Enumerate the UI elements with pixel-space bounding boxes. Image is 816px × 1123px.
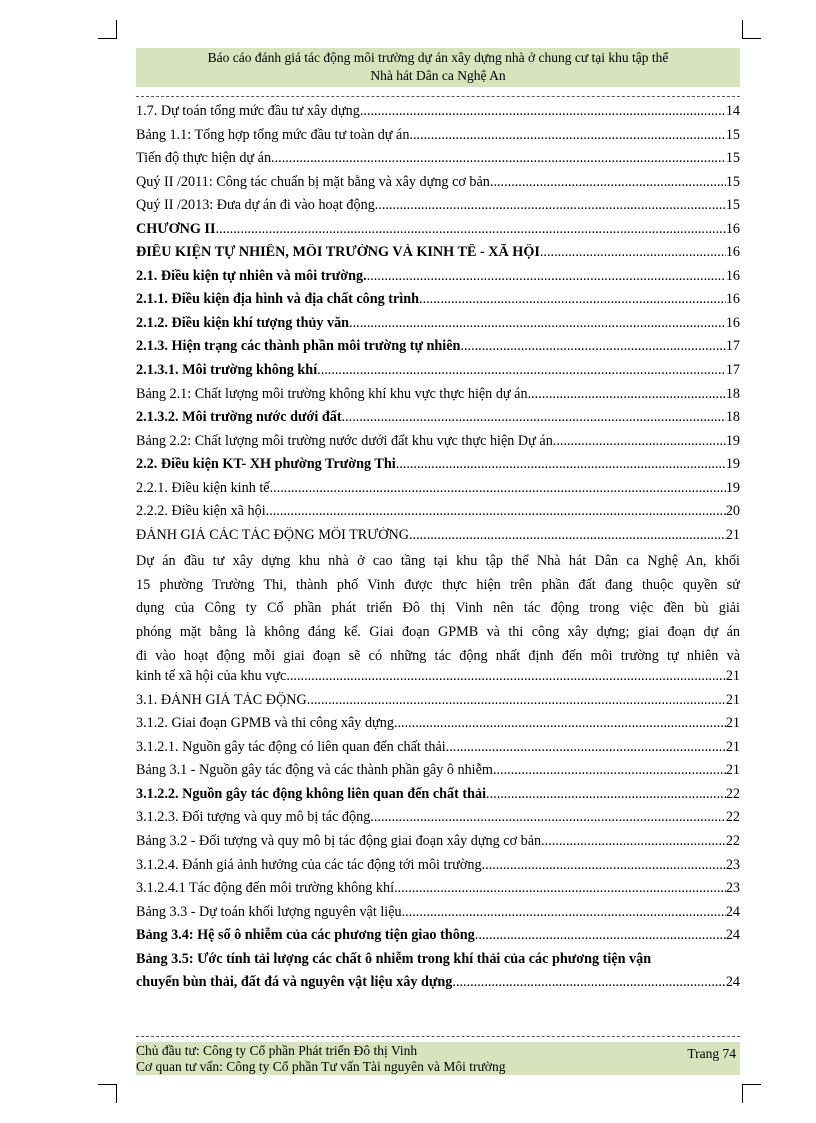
toc-leader-dots [452,974,725,991]
toc-entry-page: 24 [725,974,740,991]
toc-leader-dots [409,127,725,144]
toc-entry[interactable] [136,527,740,551]
toc-entry[interactable] [136,174,740,198]
toc-leader-dots [460,338,725,355]
toc-leader-dots [367,268,726,285]
toc-leader-dots [215,221,725,238]
toc-entry-page: 16 [725,291,740,308]
toc-entry-title: 3.1.2.1. Nguồn gây tác động có liên quan đến chất thải [136,738,446,755]
toc-section-1 [136,103,740,550]
toc-leader-dots [307,692,726,709]
toc-entry[interactable] [136,762,740,786]
toc-entry-title: 2.2.2. Điều kiện xã hội [136,503,266,520]
toc-leader-dots [317,362,726,379]
toc-entry-page: 21 [725,762,740,779]
toc-entry[interactable] [136,809,740,833]
header-title-line2: Nhà hát Dân ca Nghệ An [370,68,506,83]
toc-leader-dots [409,527,726,544]
toc-entry[interactable] [136,456,740,480]
toc-entry[interactable] [136,291,740,315]
toc-entry-page: 24 [725,903,740,920]
toc-entry-title: 2.2. Điều kiện KT- XH phường Trường Thi [136,456,396,473]
toc-leader-dots [493,762,726,779]
toc-leader-dots [378,197,725,214]
toc-entry-page: 22 [725,832,740,849]
toc-leader-dots [528,386,726,403]
crop-mark-top-right [742,20,761,39]
toc-entry[interactable] [136,150,740,174]
toc-leader-dots [342,409,726,426]
toc-entry-page: 23 [725,856,740,873]
toc-entry-page: 22 [725,809,740,826]
toc-leader-dots [553,433,726,450]
toc-entry[interactable] [136,409,740,433]
toc-entry[interactable] [136,833,740,857]
toc-leader-dots [266,503,726,520]
toc-leader-dots [541,833,726,850]
toc-entry[interactable] [136,786,740,810]
toc-entry-title: 1.7. Dự toán tổng mức đầu tư xây dựng [136,103,360,119]
toc-entry-title: 3.1.2.4. Đánh giá ảnh hưởng của các tác động tới môi trường [136,856,482,873]
toc-leader-dots [493,174,725,191]
toc-leader-dots [290,668,726,685]
toc-leader-dots [486,786,726,803]
toc-entry[interactable] [136,315,740,339]
page-header [136,48,740,87]
page-footer [136,1042,740,1075]
paragraph-line: 15 phường Trường Thi, thành phố Vinh được thực hiện trên phần đất đang thuộc quyền sử [136,576,740,593]
toc-entry-title: 2.1. Điều kiện tự nhiên và môi trường. [136,267,367,284]
toc-entry-page: 20 [725,503,740,520]
toc-entry-title: Quý II /2013: Đưa dự án đi vào hoạt động. [136,197,379,214]
paragraph-line: Dự án đầu tư xây dựng khu nhà ở cao tầng tại khu tập thể Nhà hát Dân ca Nghệ An, khối [136,553,740,570]
paragraph-line: đi vào hoạt động mỗi giai đoạn sẽ có những tác động nhất định đến môi trường tự nhiên và [136,647,740,664]
toc-entry[interactable] [136,880,740,904]
toc-entry-page: 19 [725,432,740,449]
toc-entry-page: 21 [725,738,740,755]
toc-entry[interactable] [136,739,740,763]
toc-leader-dots [394,715,726,732]
toc-leader-dots [360,103,726,120]
toc-entry-title: 3.1.2.4.1 Tác động đến môi trường không khí. [136,880,398,897]
footer-page-number: Trang 74 [687,1046,736,1061]
toc-entry-title: 3.1.2. Giai đoạn GPMB và thi công xây dựng [136,715,394,732]
toc-leader-dots [271,150,726,167]
toc-entry[interactable] [136,927,740,951]
footer-consultant: Cơ quan tư vấn: Công ty Cổ phần Tư vấn Tài nguyên và Môi trường [136,1059,506,1074]
toc-entry[interactable] [136,103,740,127]
toc-section-2 [136,692,740,951]
toc-entry-page: 18 [725,385,740,402]
toc-entry-title: Bảng 3.4: Hệ số ô nhiễm của các phương tiện giao thông [136,927,475,944]
toc-entry[interactable] [136,951,740,975]
toc-entry-page: 19 [725,479,740,496]
toc-entry-page: 16 [725,314,740,331]
toc-leader-dots [396,456,726,473]
toc-entry-title: chuyển bùn thải, đất đá và nguyên vật liệu xây dựng [136,974,453,991]
footer-investor: Chủ đầu tư: Công ty Cổ phần Phát triển Đô thị Vinh [136,1043,418,1058]
toc-entry-page: 17 [725,362,740,379]
toc-entry-page: 21 [725,691,740,708]
toc-entry[interactable] [136,715,740,739]
toc-entry-title: 2.1.3.2. Môi trường nước dưới đất [136,409,342,426]
toc-entry-page: 16 [725,244,740,261]
toc-entry-title: Bảng 3.5: Ước tính tải lượng các chất ô nhiễm trong khí thải của các phương tiện vận [136,950,652,967]
crop-mark-bottom-right [742,1084,761,1103]
toc-leader-dots [475,927,726,944]
toc-entry[interactable] [136,197,740,221]
toc-entry-page: 15 [725,197,740,214]
toc-entry[interactable] [136,362,740,386]
toc-entry-title: 2.1.3. Hiện trạng các thành phần môi trường tự nhiên [136,338,461,355]
toc-leader-dots [540,244,726,261]
toc-entry[interactable] [136,904,740,928]
toc-entry[interactable] [136,668,740,692]
toc-entry[interactable] [136,386,740,410]
toc-entry[interactable] [136,974,740,998]
toc-entry-title: CHƯƠNG II [136,220,216,237]
intro-paragraph [136,550,740,668]
toc-entry-title: ĐÁNH GIÁ CÁC TÁC ĐỘNG MÔI TRƯỜNG [136,526,409,543]
toc-entry-title: Bảng 3.3 - Dự toán khối lượng nguyên vật liệu [136,903,402,920]
toc-entry[interactable] [136,503,740,527]
toc-entry-page: 16 [725,267,740,284]
paragraph-line: phóng mặt bằng là không đáng kể. Giai đoạn GPMB và thi công xây dựng; giai đoạn dự án [136,624,740,641]
toc-entry-page: 17 [725,338,740,355]
toc-entry[interactable] [136,127,740,151]
toc-entry-title: 2.1.3.1. Môi trường không khí [136,362,318,379]
paragraph-line: dụng của Công ty Cổ phần phát triển Đô thị Vinh nên tác động trong việc đền bù giải [136,600,740,617]
table-of-contents [136,103,740,998]
toc-entry-page: 19 [725,456,740,473]
toc-entry-title: 2.2.1. Điều kiện kinh tế [136,479,270,496]
toc-entry[interactable] [136,338,740,362]
toc-entry-page: 15 [725,126,740,143]
toc-entry-page: 22 [725,785,740,802]
toc-entry-title: 2.1.1. Điều kiện địa hình và địa chất công trình [136,291,420,308]
toc-leader-dots [370,809,726,826]
toc-entry-page: 16 [725,220,740,237]
toc-entry-title: Bảng 3.2 - Đối tượng và quy mô bị tác động giai đoạn xây dựng cơ bản [136,832,542,849]
toc-entry-title: Bảng 1.1: Tổng hợp tổng mức đầu tư toàn dự án [136,126,410,143]
toc-leader-dots [419,291,726,308]
toc-entry[interactable] [136,268,740,292]
toc-entry-page: 21 [725,715,740,732]
toc-leader-dots [349,315,726,332]
toc-entry[interactable] [136,692,740,716]
toc-entry-page: 15 [725,173,740,190]
toc-leader-dots [446,739,726,756]
toc-entry-page: 21 [725,668,740,685]
crop-mark-bottom-left [98,1084,117,1103]
toc-entry[interactable] [136,221,740,245]
toc-entry-title: 2.1.2. Điều kiện khí tượng thủy văn [136,314,350,331]
toc-entry-title: 3.1.2.3. Đối tượng và quy mô bị tác động [136,809,371,826]
header-divider [136,96,740,97]
toc-entry[interactable] [136,433,740,457]
toc-entry-title: Quý II /2011: Công tác chuẩn bị mặt bằng và xây dựng cơ bản. [136,173,494,190]
toc-entry-page: 18 [725,409,740,426]
toc-leader-dots [402,904,726,921]
toc-entry-title: 3.1.2.2. Nguồn gây tác động không liên quan đến chất thải [136,785,487,802]
header-title-line1: Báo cáo đánh giá tác động môi trường dự án xây dựng nhà ở chung cư tại khu tập thể [207,50,669,65]
crop-mark-top-left [98,20,117,39]
toc-entry-page: 23 [725,880,740,897]
toc-entry[interactable] [136,244,740,268]
toc-entry-title: Tiến độ thực hiện dự án [136,150,272,167]
toc-leader-dots [270,480,726,497]
toc-leader-dots [482,857,726,874]
toc-entry-title: ĐIỀU KIỆN TỰ NHIÊN, MÔI TRƯỜNG VÀ KINH TẾ - XÃ HỘI [136,244,540,261]
toc-entry[interactable] [136,857,740,881]
toc-entry-page: 14 [725,103,740,119]
toc-entry-title: Bảng 2.2: Chất lượng môi trường nước dưới đất khu vực thực hiện Dự án [136,432,553,449]
toc-entry-page: 15 [725,150,740,167]
toc-leader-dots [398,880,726,897]
toc-entry[interactable] [136,480,740,504]
footer-divider [136,1036,740,1037]
toc-entry-page: 24 [725,927,740,944]
toc-entry-title: Bảng 3.1 - Nguồn gây tác động và các thành phần gây ô nhiễm [136,762,493,779]
toc-entry-title: Bảng 2.1: Chất lượng môi trường không khí khu vực thực hiện dự án [136,385,528,402]
toc-entry-title: kinh tế xã hội của khu vực. [136,668,290,685]
toc-entry-page: 21 [725,526,740,543]
toc-entry-title: 3.1. ĐÁNH GIÁ TÁC ĐỘNG [136,691,307,708]
